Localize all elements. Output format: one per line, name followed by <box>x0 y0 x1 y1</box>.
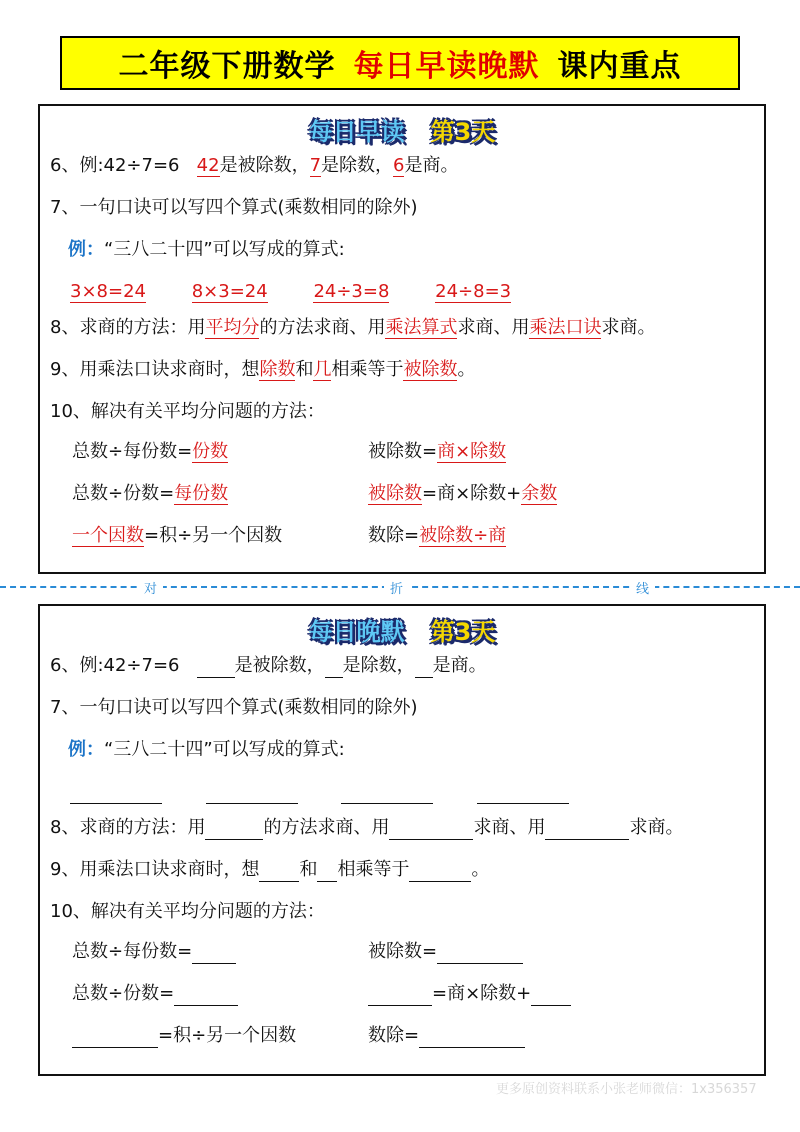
equation-2: 8×3=24 <box>191 281 268 302</box>
morning-q7: 7、一句口诀可以写四个算式(乘数相同的除外) <box>50 197 418 218</box>
f2-left-blank: 被除数= <box>368 941 438 962</box>
q6-text2: 是除数， <box>321 155 394 176</box>
morning-reading-section <box>38 104 766 574</box>
f6-answer: 被除数÷商 <box>419 525 507 546</box>
morning-formula-5 <box>72 524 282 548</box>
equation-4: 24÷8=3 <box>435 281 512 302</box>
q9-text4-blank: 。 <box>471 859 490 880</box>
evening-dictation-section <box>38 604 766 1076</box>
evening-equation-blanks <box>70 780 569 804</box>
morning-formula-2 <box>368 440 506 464</box>
evening-day: 第3天 <box>430 618 496 646</box>
q6-prefix-blank: 6、例:42÷7=6 <box>50 655 180 676</box>
evening-q10: 10、解决有关平均分问题的方法： <box>50 901 325 922</box>
q6-text3: 是商。 <box>404 155 459 176</box>
morning-formula-4 <box>368 482 557 506</box>
q8-blank2[interactable] <box>389 821 473 840</box>
f3-blank[interactable] <box>174 987 238 1006</box>
f5-blank[interactable] <box>72 1029 158 1048</box>
q8-text3-blank: 求商、用 <box>473 817 546 838</box>
evening-formula-6 <box>368 1024 525 1048</box>
q6-answer-dividend: 42 <box>196 155 220 176</box>
q8-answer3: 乘法口诀 <box>529 317 602 338</box>
q9-answer2: 几 <box>313 359 332 380</box>
f4-answer: 被除数 <box>368 483 422 504</box>
morning-formula-6 <box>368 524 506 548</box>
q8-text1-blank: 8、求商的方法：用 <box>50 817 206 838</box>
q9-text3: 相乘等于 <box>331 359 404 380</box>
q6-answer-quotient: 6 <box>393 155 405 176</box>
q8-blank3[interactable] <box>545 821 629 840</box>
equation-blank-2[interactable] <box>206 785 298 804</box>
morning-section-title <box>40 112 764 147</box>
equation-blank-4[interactable] <box>477 785 569 804</box>
q8-text3: 求商、用 <box>457 317 530 338</box>
q9-text2: 和 <box>295 359 314 380</box>
q9-answer3: 被除数 <box>403 359 458 380</box>
f2-left: 被除数= <box>368 441 438 462</box>
q8-answer1: 平均分 <box>205 317 260 338</box>
title-focus: 课内重点 <box>557 49 682 84</box>
f5-answer: 一个因数 <box>72 525 144 546</box>
equation-3: 24÷3=8 <box>313 281 390 302</box>
evening-q8 <box>50 816 683 840</box>
evening-title-text: 每日晚默 <box>308 618 405 646</box>
morning-q6 <box>50 154 458 178</box>
f3-left: 总数÷份数= <box>72 483 175 504</box>
morning-q9 <box>50 358 475 382</box>
f6-left: 数除= <box>368 525 420 546</box>
q9-blank3[interactable] <box>409 863 471 882</box>
evening-formula-1 <box>72 940 236 964</box>
morning-title-text: 每日早读 <box>308 118 405 146</box>
q6-text2-blank: 是除数， <box>342 655 415 676</box>
f1-left: 总数÷每份数= <box>72 441 193 462</box>
f5-right: =积÷另一个因数 <box>144 525 283 546</box>
f4-answer2: 余数 <box>521 483 558 504</box>
equation-blank-3[interactable] <box>341 785 433 804</box>
evening-formula-2 <box>368 940 523 964</box>
q8-text2-blank: 的方法求商、用 <box>263 817 390 838</box>
q8-text1: 8、求商的方法：用 <box>50 317 206 338</box>
q9-text1: 9、用乘法口诀求商时，想 <box>50 359 260 380</box>
f1-blank[interactable] <box>192 945 236 964</box>
q9-blank2[interactable] <box>317 863 337 882</box>
evening-q6 <box>50 654 487 678</box>
fold-label-1: 对 <box>138 578 163 597</box>
title-main: 每日早读晚默 <box>353 49 540 84</box>
q8-text4-blank: 求商。 <box>629 817 684 838</box>
f1-answer: 份数 <box>192 441 229 462</box>
q6-text1: 是被除数， <box>219 155 310 176</box>
example-label-blank: 例： <box>68 739 104 760</box>
morning-example <box>68 238 345 262</box>
evening-q9 <box>50 858 489 882</box>
evening-formula-4 <box>368 982 571 1006</box>
f4-blank2[interactable] <box>531 987 571 1006</box>
q9-text4: 。 <box>457 359 476 380</box>
watermark: 更多原创资料联系小张老师微信：1x356357 <box>496 1082 757 1097</box>
title-grade: 二年级下册数学 <box>118 49 336 84</box>
f3-left-blank: 总数÷份数= <box>72 983 175 1004</box>
q6-blank-divisor[interactable] <box>325 659 343 678</box>
evening-formula-5 <box>72 1024 296 1048</box>
f4-blank1[interactable] <box>368 987 432 1006</box>
morning-day: 第3天 <box>430 118 496 146</box>
q8-answer2: 乘法算式 <box>385 317 458 338</box>
q9-text2-blank: 和 <box>299 859 318 880</box>
q8-text4: 求商。 <box>601 317 656 338</box>
f2-answer: 商×除数 <box>437 441 507 462</box>
evening-q7: 7、一句口诀可以写四个算式(乘数相同的除外) <box>50 697 418 718</box>
morning-formula-3 <box>72 482 228 506</box>
equation-1: 3×8=24 <box>70 281 146 302</box>
fold-label-2: 折 <box>384 578 409 597</box>
example-text-blank: “三八二十四”可以写成的算式: <box>104 739 345 760</box>
f3-answer: 每份数 <box>174 483 229 504</box>
q6-blank-dividend[interactable] <box>197 659 235 678</box>
q8-blank1[interactable] <box>205 821 263 840</box>
q9-text3-blank: 相乘等于 <box>337 859 410 880</box>
f2-blank[interactable] <box>437 945 523 964</box>
q6-prefix: 6、例:42÷7=6 <box>50 155 180 176</box>
f6-blank[interactable] <box>419 1029 525 1048</box>
f1-left-blank: 总数÷每份数= <box>72 941 193 962</box>
q9-text1-blank: 9、用乘法口诀求商时，想 <box>50 859 260 880</box>
document-title-banner <box>60 36 740 90</box>
q6-answer-divisor: 7 <box>309 155 322 176</box>
f5-right-blank: =积÷另一个因数 <box>158 1025 297 1046</box>
q6-text3-blank: 是商。 <box>432 655 487 676</box>
example-label: 例： <box>68 239 104 260</box>
equation-blank-1[interactable] <box>70 785 162 804</box>
q8-text2: 的方法求商、用 <box>259 317 386 338</box>
q9-blank1[interactable] <box>259 863 299 882</box>
morning-q10: 10、解决有关平均分问题的方法： <box>50 401 325 422</box>
evening-section-title <box>40 612 764 647</box>
evening-example <box>68 738 345 762</box>
evening-formula-3 <box>72 982 238 1006</box>
q6-blank-quotient[interactable] <box>415 659 433 678</box>
q6-text1-blank: 是被除数， <box>234 655 325 676</box>
f6-left-blank: 数除= <box>368 1025 420 1046</box>
f4-right-blank: =商×除数+ <box>432 983 532 1004</box>
morning-formula-1 <box>72 440 228 464</box>
morning-equations <box>70 280 511 304</box>
morning-q8 <box>50 316 655 340</box>
fold-label-3: 线 <box>630 578 655 597</box>
q9-answer1: 除数 <box>259 359 296 380</box>
f4-right: =商×除数+ <box>422 483 522 504</box>
example-text: “三八二十四”可以写成的算式: <box>104 239 345 260</box>
